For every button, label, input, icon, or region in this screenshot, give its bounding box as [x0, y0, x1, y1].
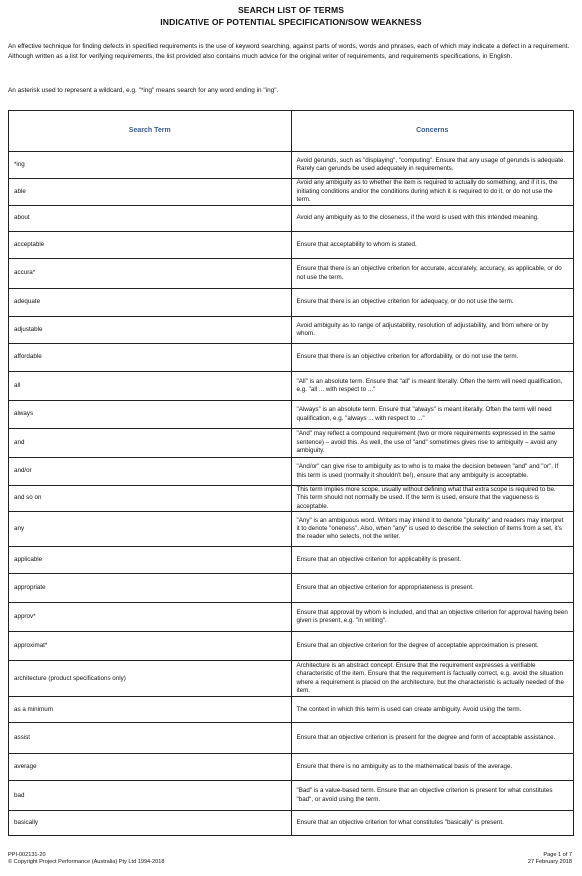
table-row	[9, 152, 574, 179]
footer-right	[528, 852, 572, 867]
search-term-cell: any	[9, 512, 292, 547]
concern-cell: Ensure that there is an objective criterion for affordability, or do not use the term.	[291, 344, 574, 372]
table-row	[9, 317, 574, 344]
search-term-cell: approximat*	[9, 632, 292, 661]
table-row	[9, 547, 574, 574]
concern-cell: Ensure that an objective criterion for appropriateness is present.	[291, 574, 574, 603]
wildcard-note: An asterisk used to represent a wildcard, e.g. "*ing" means search for any word ending in "ing".	[8, 87, 279, 94]
search-term-cell: *ing	[9, 152, 292, 179]
search-term-cell: all	[9, 372, 292, 401]
concern-cell: The context in which this term is used can create ambiguity. Avoid using the term.	[291, 697, 574, 723]
table-header-row	[9, 111, 574, 152]
table-row	[9, 232, 574, 259]
table-row	[9, 697, 574, 723]
concern-cell: "Bad" is a value-based term. Ensure that an objective criterion is present for what constitutes "bad", or avoid using the term.	[291, 781, 574, 811]
search-term-cell: approv*	[9, 603, 292, 632]
table-row	[9, 206, 574, 232]
document-id: PPI-002131-20	[8, 852, 46, 858]
search-term-cell: adequate	[9, 289, 292, 317]
concern-cell: Avoid any ambiguity as to whether the item is required to actually do something, and if it is, the initiating conditions and/or the conditions during which it is required to do it, or do not use the term.	[291, 179, 574, 206]
document-title: SEARCH LIST OF TERMS	[237, 5, 345, 15]
column-header-concerns: Concerns	[291, 111, 574, 152]
table-row	[9, 661, 574, 697]
concern-cell: Architecture is an abstract concept. Ensure that the requirement expresses a verifiable characteristic of the item. Ensure that the requirement is factually correct, e.g. avoid the situation where a requirement is placed on the architecture, but the characteristic is actually needed of the item.	[291, 661, 574, 697]
table-row	[9, 811, 574, 836]
search-term-cell: acceptable	[9, 232, 292, 259]
table-row	[9, 603, 574, 632]
search-term-cell: about	[9, 206, 292, 232]
table-row	[9, 429, 574, 458]
concern-cell: This term implies more scope, usually without defining what that extra scope is required to be. This term should not normally be used. If the term is used, ensure that the vagueness is acceptable.	[291, 486, 574, 512]
search-term-cell: and/or	[9, 458, 292, 486]
concern-cell: Ensure that there is an objective criterion for accurate, accurately, accuracy, as applicable, or do not use the term.	[291, 259, 574, 289]
table-row	[9, 458, 574, 486]
document-subtitle: INDICATIVE OF POTENTIAL SPECIFICATION/SOW WEAKNESS	[160, 17, 422, 27]
search-term-cell: basically	[9, 811, 292, 836]
search-term-cell: able	[9, 179, 292, 206]
table-row	[9, 723, 574, 754]
table-row	[9, 259, 574, 289]
table-row	[9, 754, 574, 781]
concern-cell: "All" is an absolute term. Ensure that "all" is meant literally. Often the term will need qualification, e.g. "all ... with respect to ..."	[291, 372, 574, 401]
column-header-search-term: Search Term	[9, 111, 292, 152]
table-row	[9, 781, 574, 811]
search-term-cell: bad	[9, 781, 292, 811]
concern-cell: "And" may reflect a compound requirement (two or more requirements expressed in the same sentence) – avoid this. As well, the use of "and" sometimes gives rise to ambiguity – avoid any ambiguity.	[291, 429, 574, 458]
table-row	[9, 574, 574, 603]
search-term-cell: average	[9, 754, 292, 781]
table-row	[9, 512, 574, 547]
search-term-cell: appropriate	[9, 574, 292, 603]
concern-cell: Avoid any ambiguity as to the closeness, if the word is used with this intended meaning.	[291, 206, 574, 232]
table-row	[9, 289, 574, 317]
table-row	[9, 486, 574, 512]
concern-cell: "And/or" can give rise to ambiguity as to who is to make the decision between "and" and "or". If this term is used (normally it shouldn't be!), ensure that any ambiguity is acceptable.	[291, 458, 574, 486]
intro-paragraph: An effective technique for finding defects in specified requirements is the use of keyword searching, against parts of words, words and phrases, each of which may indicate a defect in a requirement. Although written as a list for verifying requirements, the list provided also contains much advice for the original writer of requirements, and requirements specifications, in English.	[8, 43, 570, 61]
document-date: 27 February 2018	[527, 859, 572, 866]
search-term-cell: always	[9, 401, 292, 429]
search-term-cell: and	[9, 429, 292, 458]
table-row	[9, 401, 574, 429]
footer-left	[8, 852, 164, 867]
concern-cell: Avoid gerunds, such as "displaying", "computing". Ensure that any usage of gerunds is adequate. Rarely can gerunds be used adequately in requirements.	[291, 152, 574, 179]
concern-cell: Ensure that there is no ambiguity as to the mathematical basis of the average.	[291, 754, 574, 781]
search-term-cell: and so on	[9, 486, 292, 512]
copyright-notice: © Copyright Project Performance (Australia) Pty Ltd 1994-2018	[8, 859, 165, 866]
table-row	[9, 344, 574, 372]
concern-cell: Ensure that approval by whom is included, and that an objective criterion for approval having been given is present, e.g. "in writing".	[291, 603, 574, 632]
concern-cell: "Always" is an absolute term. Ensure that "always" is meant literally. Often the term will need qualification, e.g. "always ... with respect to ..."	[291, 401, 574, 429]
document-title-block	[0, 4, 582, 28]
search-terms-table	[8, 110, 574, 836]
table-row	[9, 632, 574, 661]
concern-cell: Ensure that acceptability to whom is stated.	[291, 232, 574, 259]
concern-cell: "Any" is an ambiguous word. Writers may intend it to denote "plurality" and readers may interpret it to denote "oneness". Also, when "any" is used to describe the selection of items from a set, it's the reader who selects, not the writer.	[291, 512, 574, 547]
concern-cell: Ensure that an objective criterion for what constitutes "basically" is present.	[291, 811, 574, 836]
concern-cell: Ensure that an objective criterion for applicability is present.	[291, 547, 574, 574]
search-term-cell: accura*	[9, 259, 292, 289]
search-term-cell: as a minimum	[9, 697, 292, 723]
search-term-cell: assist	[9, 723, 292, 754]
search-term-cell: architecture (product specifications only)	[9, 661, 292, 697]
search-term-cell: applicable	[9, 547, 292, 574]
table-row	[9, 179, 574, 206]
concern-cell: Ensure that an objective criterion is present for the degree and form of acceptable assistance.	[291, 723, 574, 754]
concern-cell: Ensure that there is an objective criterion for adequacy, or do not use the term.	[291, 289, 574, 317]
concern-cell: Avoid ambiguity as to range of adjustability, resolution of adjustability, and from where or by whom.	[291, 317, 574, 344]
page-number: Page 1 of 7	[543, 852, 572, 858]
search-term-cell: affordable	[9, 344, 292, 372]
concern-cell: Ensure that an objective criterion for the degree of acceptable approximation is present.	[291, 632, 574, 661]
search-term-cell: adjustable	[9, 317, 292, 344]
table-row	[9, 372, 574, 401]
